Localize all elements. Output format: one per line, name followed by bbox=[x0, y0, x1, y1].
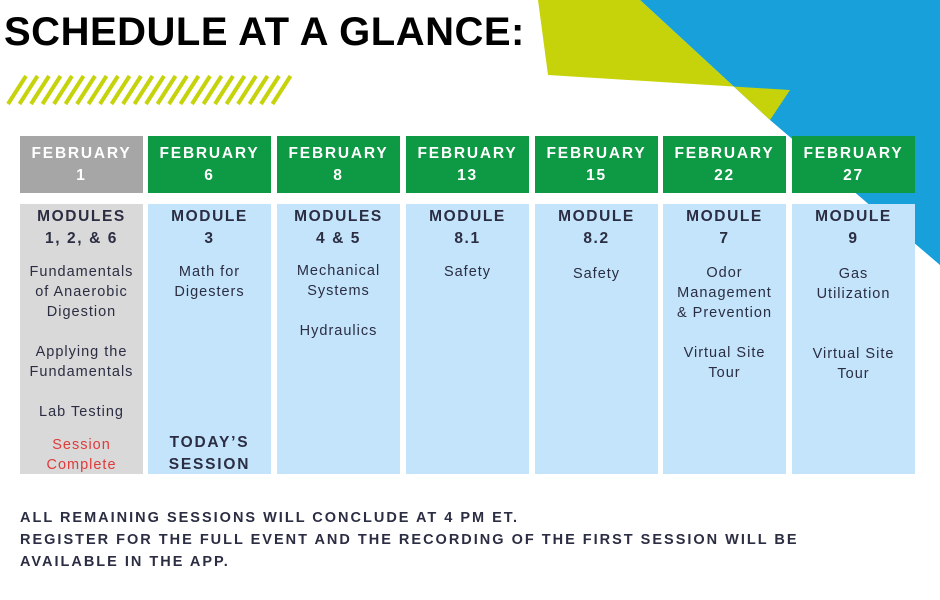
topic-line: Gas bbox=[838, 266, 869, 282]
date-text: 13 bbox=[457, 166, 478, 184]
module-text: 8.2 bbox=[583, 230, 610, 247]
topic-line: Systems bbox=[307, 283, 370, 299]
module-label bbox=[277, 206, 400, 250]
topic-line: Tour bbox=[708, 365, 741, 381]
topic bbox=[406, 262, 529, 282]
topic bbox=[535, 264, 658, 284]
module-text: 3 bbox=[204, 230, 215, 247]
date-text: 27 bbox=[843, 166, 864, 184]
module-panel bbox=[406, 204, 529, 474]
module-text: MODULE bbox=[815, 208, 892, 225]
module-panel bbox=[663, 204, 786, 474]
module-label bbox=[792, 206, 915, 250]
module-label bbox=[20, 206, 143, 250]
topic-line: Lab Testing bbox=[39, 404, 124, 420]
footer-line: ALL REMAINING SESSIONS WILL CONCLUDE AT 4 PM ET. bbox=[20, 510, 520, 526]
todays-session-note bbox=[148, 432, 271, 476]
topic-line: Fundamentals bbox=[29, 364, 134, 380]
date-text: FEBRUARY bbox=[803, 144, 904, 162]
topic bbox=[663, 263, 786, 323]
date-header bbox=[277, 136, 400, 193]
page-title: SCHEDULE AT A GLANCE: bbox=[4, 10, 525, 54]
module-label bbox=[535, 206, 658, 250]
topic bbox=[277, 261, 400, 301]
date-header bbox=[20, 136, 143, 193]
topic-line: Tour bbox=[837, 366, 870, 382]
topic bbox=[792, 344, 915, 384]
topic-line: & Prevention bbox=[676, 305, 773, 321]
topic-line: Virtual Site bbox=[812, 346, 895, 362]
topic-line: Digesters bbox=[174, 284, 245, 300]
topic bbox=[792, 264, 915, 304]
date-text: 8 bbox=[333, 166, 344, 184]
topic-line: Safety bbox=[443, 264, 492, 280]
module-text: MODULE bbox=[429, 208, 506, 225]
module-text: 7 bbox=[719, 230, 730, 247]
session-complete-note bbox=[20, 435, 143, 475]
topic-line: Digestion bbox=[46, 304, 117, 320]
hatch-stripes-decoration bbox=[0, 74, 300, 106]
date-header bbox=[148, 136, 271, 193]
footer-notes bbox=[20, 507, 799, 573]
topic-line: Fundamentals bbox=[29, 264, 134, 280]
topic-line: Management bbox=[677, 285, 772, 301]
module-text: 8.1 bbox=[454, 230, 481, 247]
module-text: 1, 2, & 6 bbox=[45, 230, 118, 247]
date-text: FEBRUARY bbox=[674, 144, 775, 162]
module-text: MODULE bbox=[558, 208, 635, 225]
note-line: Complete bbox=[46, 457, 117, 473]
module-text: MODULE bbox=[686, 208, 763, 225]
module-text: MODULES bbox=[37, 208, 126, 225]
date-text: FEBRUARY bbox=[417, 144, 518, 162]
module-text: MODULES bbox=[294, 208, 383, 225]
date-text: 22 bbox=[714, 166, 735, 184]
topic-line: Hydraulics bbox=[299, 323, 378, 339]
topic-line: Odor bbox=[706, 265, 743, 281]
module-panel bbox=[148, 204, 271, 474]
module-label bbox=[406, 206, 529, 250]
footer-line: REGISTER FOR THE FULL EVENT AND THE RECORDING OF THE FIRST SESSION WILL BE bbox=[20, 532, 799, 548]
date-header bbox=[663, 136, 786, 193]
date-text: FEBRUARY bbox=[288, 144, 389, 162]
topic-line: Mechanical bbox=[296, 263, 381, 279]
topic bbox=[277, 321, 400, 341]
note-line: SESSION bbox=[168, 456, 251, 473]
module-label bbox=[663, 206, 786, 250]
module-text: MODULE bbox=[171, 208, 248, 225]
topic-line: Utilization bbox=[816, 286, 891, 302]
topic bbox=[20, 342, 143, 382]
date-text: 6 bbox=[204, 166, 215, 184]
date-header bbox=[792, 136, 915, 193]
module-text: 4 & 5 bbox=[315, 230, 362, 247]
date-header bbox=[406, 136, 529, 193]
module-panel bbox=[277, 204, 400, 474]
module-panel bbox=[535, 204, 658, 474]
note-line: Session bbox=[52, 437, 111, 453]
note-line: TODAY’S bbox=[169, 434, 250, 451]
topic bbox=[148, 262, 271, 302]
module-label bbox=[148, 206, 271, 250]
date-header bbox=[535, 136, 658, 193]
footer-line: AVAILABLE IN THE APP. bbox=[20, 554, 230, 570]
date-text: FEBRUARY bbox=[159, 144, 260, 162]
topic bbox=[663, 343, 786, 383]
topic bbox=[20, 402, 143, 422]
topic-line: Math for bbox=[178, 264, 241, 280]
date-text: 1 bbox=[76, 166, 87, 184]
topic bbox=[20, 262, 143, 322]
topic-line: Applying the bbox=[35, 344, 128, 360]
module-text: 9 bbox=[848, 230, 859, 247]
topic-line: Virtual Site bbox=[683, 345, 766, 361]
module-panel bbox=[792, 204, 915, 474]
date-text: 15 bbox=[586, 166, 607, 184]
topic-line: of Anaerobic bbox=[35, 284, 128, 300]
date-text: FEBRUARY bbox=[31, 144, 132, 162]
topic-line: Safety bbox=[572, 266, 621, 282]
date-text: FEBRUARY bbox=[546, 144, 647, 162]
module-panel bbox=[20, 204, 143, 474]
